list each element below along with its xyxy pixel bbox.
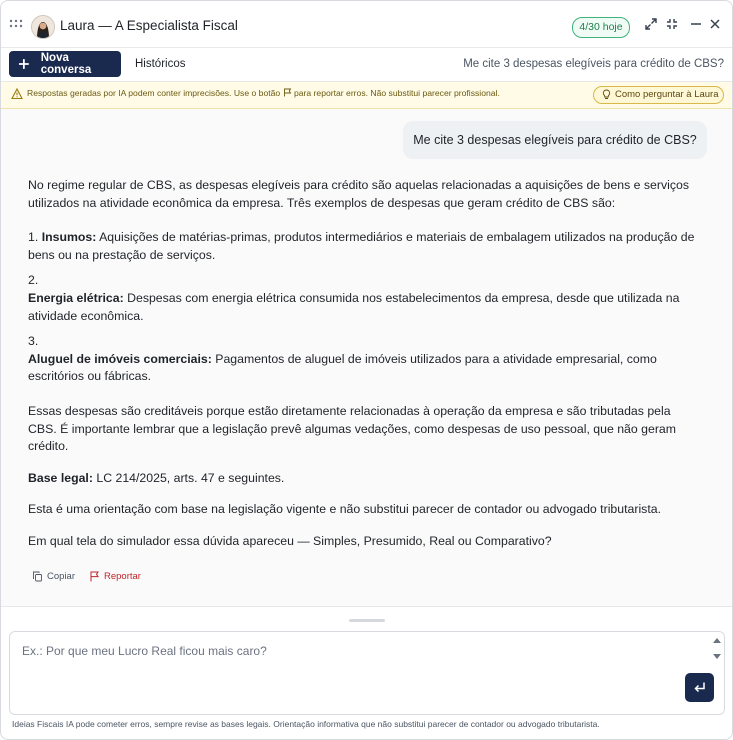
expand-icon[interactable] xyxy=(644,17,658,31)
new-chat-label: Nova conversa xyxy=(40,52,92,76)
item-number: 2. xyxy=(28,273,39,288)
grip-icon[interactable] xyxy=(9,19,23,29)
how-to-ask-button[interactable] xyxy=(593,86,724,104)
report-label: Reportar xyxy=(104,571,141,582)
item-term: Aluguel de imóveis comerciais: xyxy=(28,351,212,366)
message-input[interactable] xyxy=(20,642,694,706)
copy-label: Copiar xyxy=(47,571,75,582)
resize-handle[interactable] xyxy=(349,619,385,622)
copy-icon xyxy=(32,571,43,582)
item-number: 1. xyxy=(28,230,39,245)
legal-base-label: Base legal: xyxy=(28,470,93,485)
warning-icon xyxy=(11,88,23,100)
assistant-answer xyxy=(28,177,698,551)
item-number: 3. xyxy=(28,334,39,349)
answer-question: Em qual tela do simulador essa dúvida apareceu — Simples, Presumido, Real ou Comparativo? xyxy=(28,533,552,548)
avatar xyxy=(31,15,55,39)
close-icon[interactable] xyxy=(708,17,722,31)
answer-item-1 xyxy=(28,229,698,264)
plus-icon xyxy=(17,57,31,71)
answer-item-3 xyxy=(28,351,698,386)
answer-legal-base xyxy=(28,470,698,488)
legal-base-text: LC 214/2025, arts. 47 e seguintes. xyxy=(92,470,285,485)
send-icon xyxy=(692,680,707,695)
message-actions xyxy=(32,571,155,582)
flag-icon xyxy=(283,88,292,97)
lightbulb-icon xyxy=(601,89,612,100)
item-text: Despesas com energia elétrica consumida nos estabelecimentos da empresa, desde que utilizada na atividade econômica. xyxy=(28,290,680,323)
answer-intro: No regime regular de CBS, as despesas elegíveis para crédito são aquelas relacionadas a aquisições de bens e serviços utilizados na atividade econômica da empresa. Três exemplos de despesas que geram crédito de CBS são: xyxy=(28,178,689,210)
chat-area[interactable] xyxy=(1,109,732,606)
answer-disclaimer: Esta é uma orientação com base na legislação vigente e não substitui parecer de contador ou advogado tributarista. xyxy=(28,502,662,517)
answer-item-2 xyxy=(28,290,698,325)
divider xyxy=(1,606,732,607)
scroll-down-icon[interactable] xyxy=(712,653,722,661)
copy-button[interactable] xyxy=(32,571,75,582)
item-text: Aquisições de matérias-primas, produtos intermediários e materiais de embalagem utilizados na produção de bens ou na prestação de serviços. xyxy=(28,230,695,262)
scroll-up-icon[interactable] xyxy=(712,636,722,644)
item-text: Pagamentos de aluguel de imóveis utilizados para a atividade empresarial, como escritórios ou fábricas. xyxy=(28,351,657,384)
warning-text-after: para reportar erros. Não substitui parecer profissional. xyxy=(293,88,500,98)
new-chat-button[interactable] xyxy=(9,51,121,77)
footer-disclaimer: Ideias Fiscais IA pode cometer erros, sempre revise as bases legais. Orientação informativa que não substitui parecer de contador ou advogado tributarista. xyxy=(12,719,600,729)
current-topic: Me cite 3 despesas elegíveis para crédito de CBS? xyxy=(463,58,724,70)
composer xyxy=(9,631,725,715)
title-bar xyxy=(1,1,732,48)
item-term: Insumos: xyxy=(41,230,97,245)
warning-text xyxy=(27,88,500,98)
usage-badge: 4/30 hoje xyxy=(572,17,630,38)
send-button[interactable] xyxy=(685,673,714,702)
collapse-icon[interactable] xyxy=(665,17,679,31)
flag-icon xyxy=(89,571,100,582)
minimize-icon[interactable] xyxy=(689,17,703,31)
answer-explanation: Essas despesas são creditáveis porque estão diretamente relacionadas à operação da empresa e são tributadas pela CBS. É importante lembrar que a legislação prevê algumas vedações, como despesas de uso pessoal, que não geram crédito. xyxy=(28,403,677,454)
user-message: Me cite 3 despesas elegíveis para crédito de CBS? xyxy=(403,121,707,159)
tab-history[interactable]: Históricos xyxy=(135,58,186,70)
toolbar xyxy=(1,48,732,82)
item-term: Energia elétrica: xyxy=(28,290,124,305)
window-title: Laura — A Especialista Fiscal xyxy=(60,18,238,33)
report-button[interactable] xyxy=(89,571,141,582)
warning-banner xyxy=(1,82,732,109)
how-to-ask-label: Como perguntar à Laura xyxy=(615,89,719,100)
warning-text-before: Respostas geradas por IA podem conter imprecisões. Use o botão xyxy=(27,88,281,98)
